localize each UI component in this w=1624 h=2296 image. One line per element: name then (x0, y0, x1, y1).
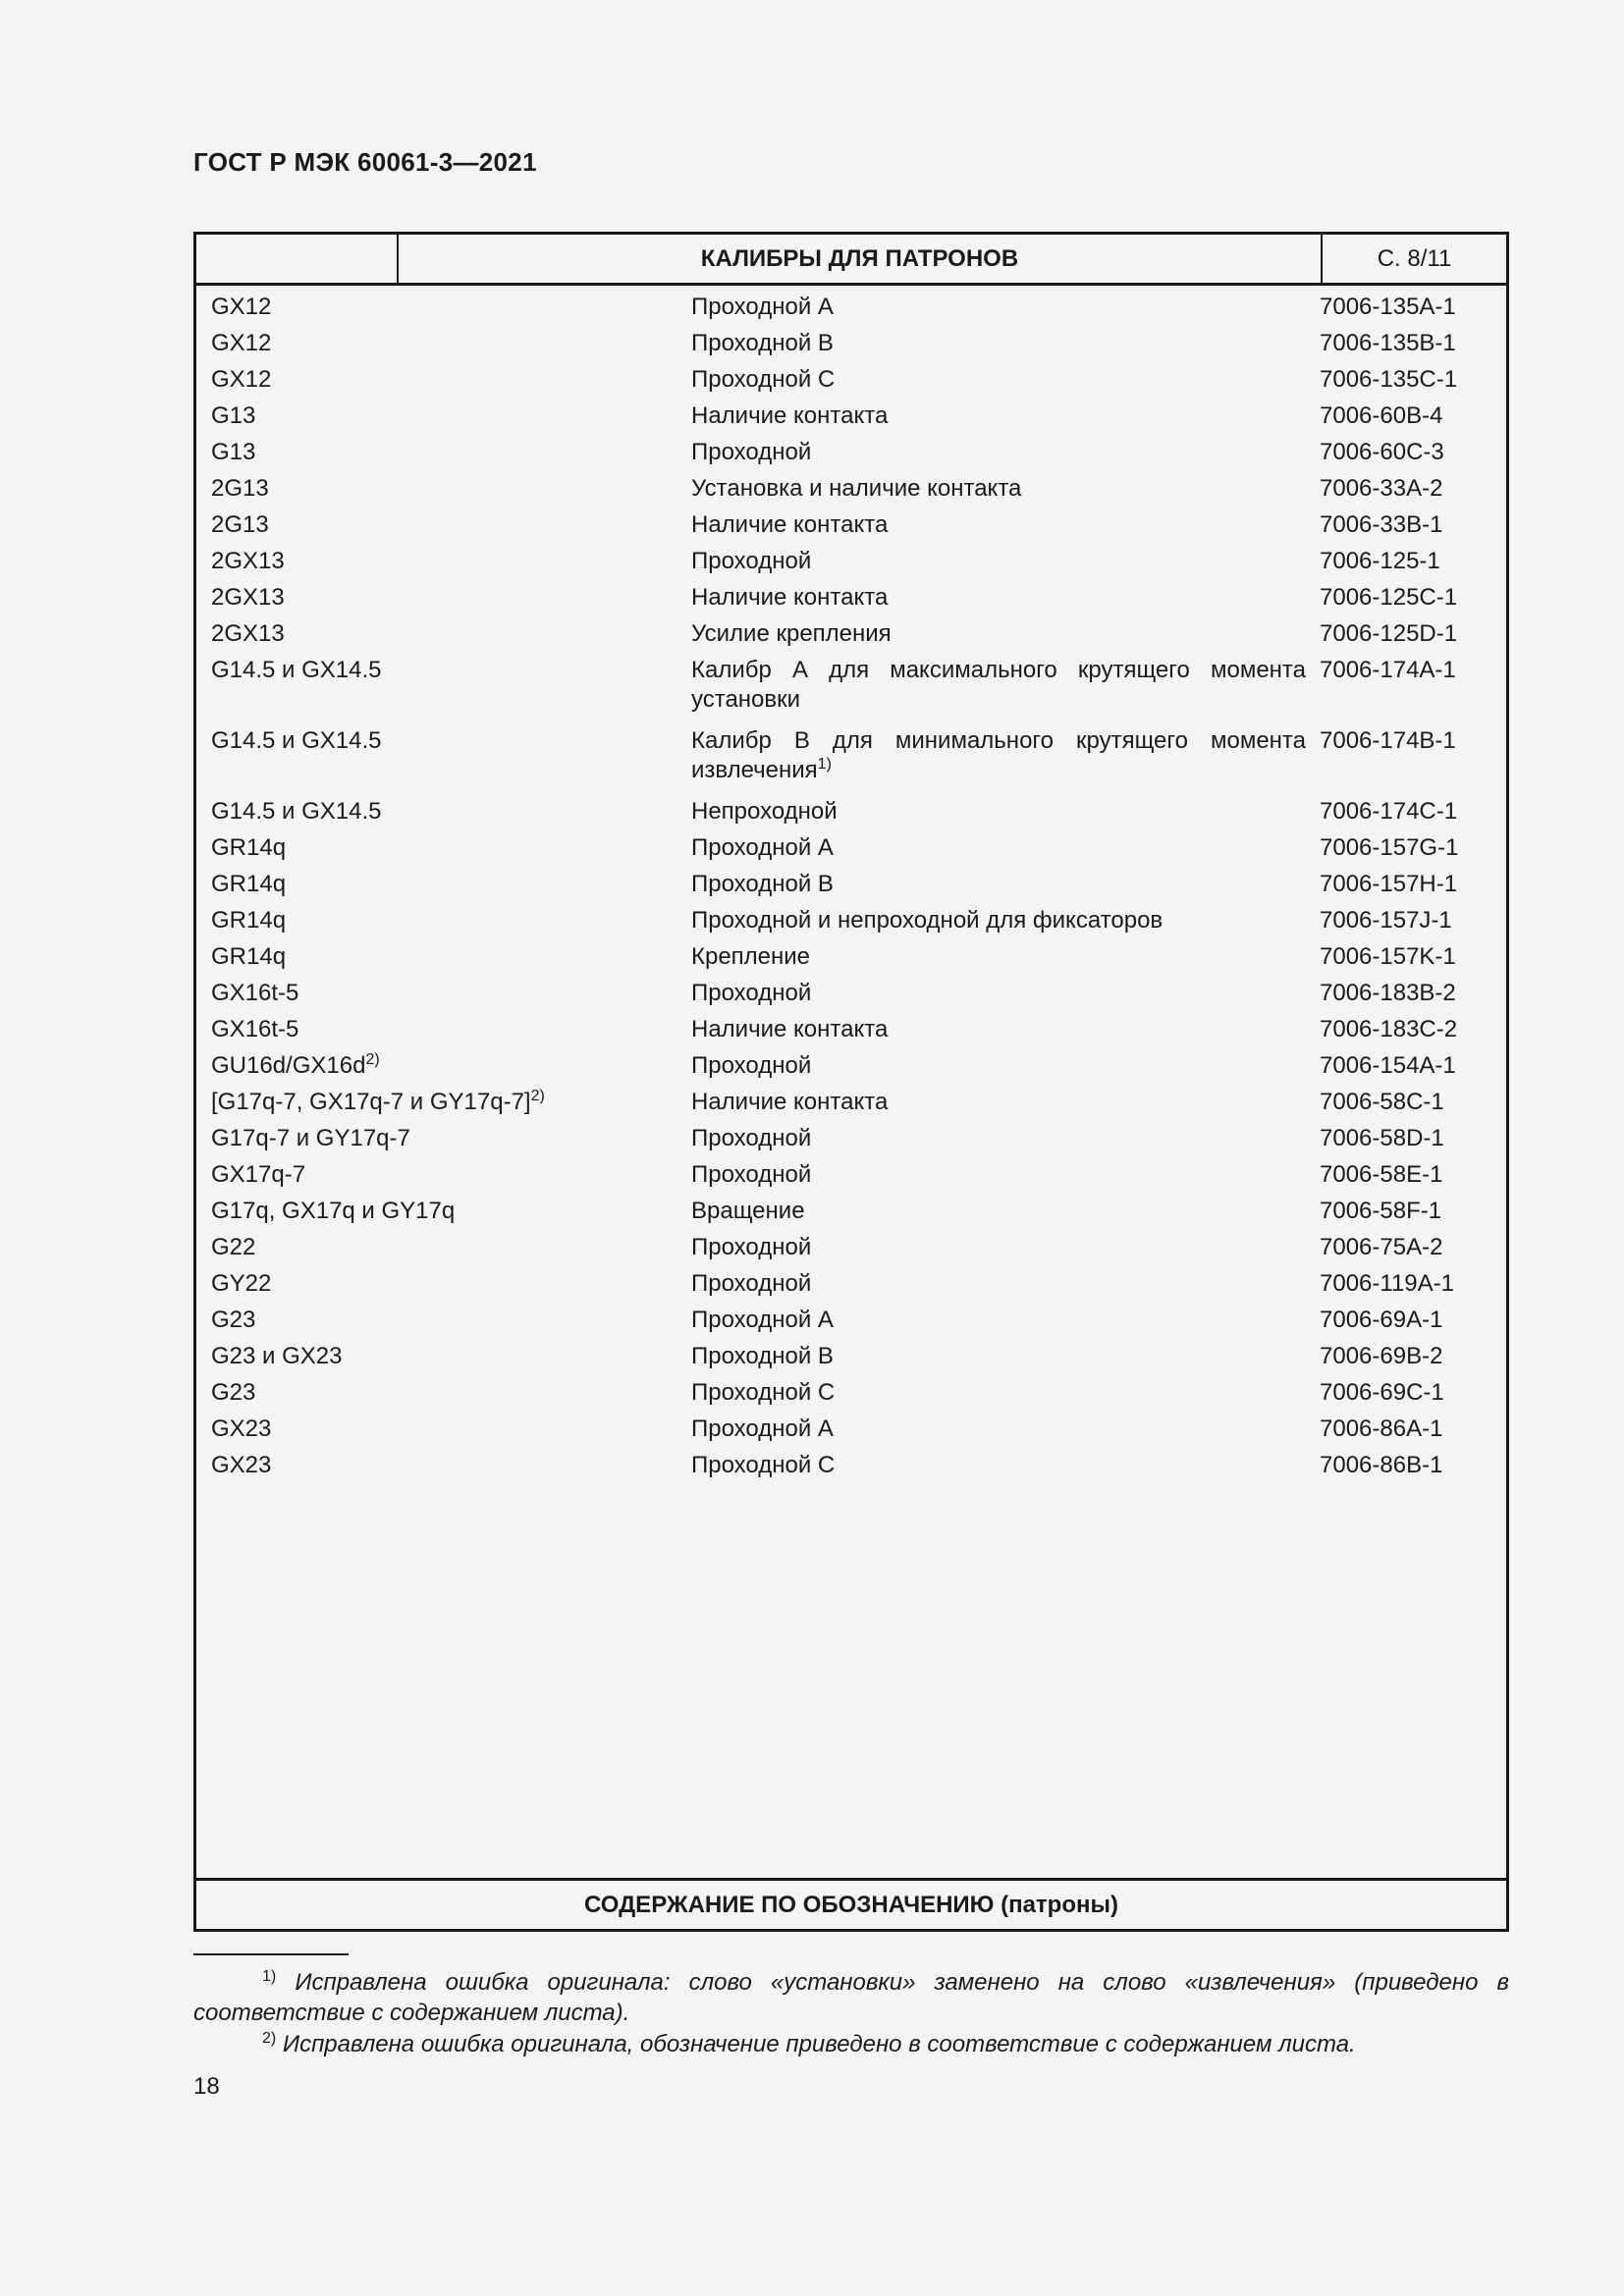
cell-gauge (689, 870, 1306, 899)
table-row (196, 286, 1506, 322)
cell-designation (196, 1269, 689, 1299)
cell-gauge (689, 619, 1306, 649)
table-row (196, 827, 1506, 863)
cell-code: 7006-86B-1 (1320, 1452, 1443, 1478)
table-row (196, 790, 1506, 827)
table-row (196, 540, 1506, 576)
cell-gauge (689, 510, 1306, 540)
gauge-text: Проходной (691, 1052, 812, 1079)
cell-designation (196, 942, 689, 972)
table-row (196, 899, 1506, 935)
cell-gauge (689, 438, 1306, 467)
gauge-text: Проходной В (691, 1343, 834, 1369)
gauge-text: Проходной (691, 980, 812, 1006)
gauge-text: Наличие контакта (691, 1016, 889, 1042)
cell-gauge (689, 1124, 1306, 1153)
gauge-text: Наличие контакта (691, 584, 889, 611)
designation-text: GU16d/GX16d (211, 1052, 366, 1079)
cell-gauge (689, 293, 1306, 322)
cell-designation (196, 1088, 689, 1117)
cell-gauge (689, 797, 1306, 827)
cell-designation (196, 726, 689, 785)
table-row (196, 1335, 1506, 1371)
cell-designation (196, 656, 689, 715)
gauge-text: Установка и наличие контакта (691, 475, 1022, 502)
cell-code: 7006-135C-1 (1320, 366, 1458, 393)
cell-gauge (689, 1015, 1306, 1044)
sheet-header (196, 235, 1506, 286)
designation-text: 2GX13 (211, 620, 285, 647)
footnotes (193, 1967, 1509, 2059)
cell-designation (196, 1124, 689, 1153)
designation-text: GR14q (211, 907, 287, 934)
table-row (196, 1008, 1506, 1044)
designation-text: G14.5 и GX14.5 (211, 727, 382, 754)
table-row (196, 358, 1506, 395)
cell-code: 7006-174A-1 (1320, 657, 1456, 683)
table-row (196, 1190, 1506, 1226)
table-row (196, 1153, 1506, 1190)
cell-code: 7006-125-1 (1320, 548, 1440, 574)
cell-gauge (689, 906, 1306, 935)
table-row (196, 972, 1506, 1008)
table-row (196, 1044, 1506, 1081)
cell-gauge (689, 1342, 1306, 1371)
cell-code: 7006-33B-1 (1320, 511, 1443, 538)
gauge-text: Крепление (691, 943, 811, 970)
footnote-ref: 2) (530, 1088, 545, 1104)
cell-designation (196, 1160, 689, 1190)
cell-gauge (689, 1378, 1306, 1408)
cell-code: 7006-157J-1 (1320, 907, 1452, 934)
table-row (196, 720, 1506, 790)
table-row (196, 1299, 1506, 1335)
designation-text: GX23 (211, 1415, 272, 1442)
cell-code: 7006-69B-2 (1320, 1343, 1443, 1369)
sheet-rows (196, 286, 1506, 1480)
cell-code: 7006-58C-1 (1320, 1089, 1444, 1115)
cell-designation (196, 1342, 689, 1371)
cell-designation (196, 870, 689, 899)
table-row (196, 613, 1506, 649)
cell-designation (196, 1233, 689, 1262)
cell-code: 7006-86A-1 (1320, 1415, 1443, 1442)
footnote-text: Исправлена ошибка оригинала: слово «установки» заменено на слово «извлечения» (приведено в соответствие с содержанием листа). (193, 1969, 1510, 2026)
designation-text: G14.5 и GX14.5 (211, 798, 382, 825)
table-row (196, 1262, 1506, 1299)
cell-gauge (689, 401, 1306, 431)
cell-designation (196, 1306, 689, 1335)
gauge-text: Наличие контакта (691, 402, 889, 429)
designation-text: GX16t-5 (211, 1016, 299, 1042)
gauge-text: Проходной А (691, 1307, 834, 1333)
cell-gauge (689, 979, 1306, 1008)
footnote-mark: 2) (262, 2030, 277, 2047)
cell-designation (196, 474, 689, 504)
designation-text: [G17q-7, GX17q-7 и GY17q-7] (211, 1089, 531, 1115)
gauge-text: Проходной (691, 1161, 812, 1188)
table-row (196, 1444, 1506, 1480)
table-row (196, 1117, 1506, 1153)
designation-text: G23 и GX23 (211, 1343, 343, 1369)
cell-code: 7006-154A-1 (1320, 1052, 1456, 1079)
cell-designation (196, 979, 689, 1008)
cell-designation (196, 1451, 689, 1480)
cell-code: 7006-119A-1 (1320, 1270, 1454, 1297)
cell-gauge (689, 1088, 1306, 1117)
gauge-text: Проходной (691, 439, 812, 465)
gauge-text: Проходной А (691, 294, 834, 320)
table-row (196, 863, 1506, 899)
cell-gauge (689, 583, 1306, 613)
cell-gauge (689, 1051, 1306, 1081)
cell-designation (196, 329, 689, 358)
gauge-text: Проходной С (691, 366, 836, 393)
cell-designation (196, 510, 689, 540)
cell-designation (196, 547, 689, 576)
designation-text: GX17q-7 (211, 1161, 306, 1188)
designation-text: GX12 (211, 294, 272, 320)
gauge-text: Проходной (691, 548, 812, 574)
gauge-sheet (193, 232, 1509, 1932)
table-row (196, 1226, 1506, 1262)
footnote-ref: 1) (817, 756, 832, 773)
table-row (196, 1081, 1506, 1117)
cell-designation (196, 365, 689, 395)
cell-designation (196, 1415, 689, 1444)
designation-text: GX12 (211, 330, 272, 356)
gauge-text: Усилие крепления (691, 620, 892, 647)
cell-gauge (689, 1306, 1306, 1335)
gauge-text: Проходной А (691, 834, 834, 861)
gauge-text: Проходной В (691, 871, 834, 897)
cell-code: 7006-58E-1 (1320, 1161, 1443, 1188)
table-row (196, 467, 1506, 504)
cell-code: 7006-33A-2 (1320, 475, 1443, 502)
gauge-text: Наличие контакта (691, 1089, 889, 1115)
table-row (196, 649, 1506, 720)
footnote (193, 1967, 1509, 2028)
footnote-separator (193, 1953, 349, 1955)
cell-code: 7006-135B-1 (1320, 330, 1456, 356)
designation-text: GR14q (211, 871, 287, 897)
cell-designation (196, 619, 689, 649)
designation-text: 2GX13 (211, 584, 285, 611)
designation-text: G23 (211, 1307, 256, 1333)
footnote-ref: 2) (365, 1051, 380, 1068)
cell-gauge (689, 329, 1306, 358)
cell-designation (196, 1197, 689, 1226)
cell-designation (196, 906, 689, 935)
cell-designation (196, 438, 689, 467)
cell-code: 7006-60B-4 (1320, 402, 1443, 429)
cell-gauge (689, 1415, 1306, 1444)
gauge-text: Вращение (691, 1198, 805, 1224)
gauge-text: Непроходной (691, 798, 838, 825)
designation-text: G13 (211, 439, 256, 465)
cell-designation (196, 1015, 689, 1044)
cell-code: 7006-183B-2 (1320, 980, 1456, 1006)
sheet-header-blank-cell (196, 235, 399, 283)
cell-code: 7006-157H-1 (1320, 871, 1458, 897)
cell-designation (196, 833, 689, 863)
gauge-text: Наличие контакта (691, 511, 889, 538)
cell-code: 7006-174B-1 (1320, 727, 1456, 754)
document-header: ГОСТ Р МЭК 60061-3—2021 (193, 147, 537, 177)
designation-text: G13 (211, 402, 256, 429)
cell-gauge (689, 474, 1306, 504)
gauge-text: Калибр В для минимального крутящего момента извлечения (691, 727, 1306, 783)
designation-text: GX16t-5 (211, 980, 299, 1006)
cell-code: 7006-135A-1 (1320, 294, 1456, 320)
footnote (193, 2029, 1509, 2059)
cell-gauge (689, 726, 1306, 785)
table-row (196, 322, 1506, 358)
cell-code: 7006-75A-2 (1320, 1234, 1443, 1260)
cell-gauge (689, 365, 1306, 395)
gauge-text: Калибр А для максимального крутящего момента установки (691, 657, 1306, 713)
gauge-text: Проходной (691, 1234, 812, 1260)
cell-gauge (689, 1160, 1306, 1190)
cell-designation (196, 293, 689, 322)
designation-text: G22 (211, 1234, 256, 1260)
cell-gauge (689, 1269, 1306, 1299)
cell-code: 7006-183C-2 (1320, 1016, 1458, 1042)
designation-text: GR14q (211, 834, 287, 861)
sheet-footer: СОДЕРЖАНИЕ ПО ОБОЗНАЧЕНИЮ (патроны) (196, 1878, 1506, 1929)
table-row (196, 576, 1506, 613)
cell-designation (196, 1378, 689, 1408)
gauge-text: Проходной (691, 1125, 812, 1151)
sheet-ref: С. 8/11 (1377, 244, 1452, 272)
designation-text: GX12 (211, 366, 272, 393)
gauge-text: Проходной С (691, 1452, 836, 1478)
page-number: 18 (193, 2073, 220, 2100)
cell-code: 7006-69C-1 (1320, 1379, 1444, 1406)
designation-text: 2GX13 (211, 548, 285, 574)
cell-designation (196, 1051, 689, 1081)
cell-gauge (689, 1451, 1306, 1480)
designation-text: G17q-7 и GY17q-7 (211, 1125, 410, 1151)
cell-code: 7006-60C-3 (1320, 439, 1444, 465)
sheet-title: КАЛИБРЫ ДЛЯ ПАТРОНОВ (399, 235, 1323, 283)
cell-code: 7006-69A-1 (1320, 1307, 1443, 1333)
footnote-text: Исправлена ошибка оригинала, обозначение приведено в соответствие с содержанием листа. (282, 2031, 1356, 2057)
cell-gauge (689, 1197, 1306, 1226)
footnote-mark: 1) (262, 1968, 277, 1985)
designation-text: G17q, GX17q и GY17q (211, 1198, 456, 1224)
gauge-text: Проходной (691, 1270, 812, 1297)
cell-gauge (689, 833, 1306, 863)
table-row (196, 935, 1506, 972)
cell-code: 7006-125C-1 (1320, 584, 1458, 611)
cell-gauge (689, 942, 1306, 972)
cell-code: 7006-174C-1 (1320, 798, 1458, 825)
designation-text: 2G13 (211, 511, 269, 538)
gauge-text: Проходной А (691, 1415, 834, 1442)
table-row (196, 504, 1506, 540)
gauge-text: Проходной В (691, 330, 834, 356)
table-row (196, 395, 1506, 431)
cell-gauge (689, 1233, 1306, 1262)
gauge-text: Проходной и непроходной для фиксаторов (691, 907, 1164, 934)
designation-text: GY22 (211, 1270, 272, 1297)
designation-text: GX23 (211, 1452, 272, 1478)
cell-code: 7006-125D-1 (1320, 620, 1458, 647)
designation-text: GR14q (211, 943, 287, 970)
cell-code: 7006-58F-1 (1320, 1198, 1442, 1224)
cell-code: 7006-157K-1 (1320, 943, 1456, 970)
gauge-text: Проходной С (691, 1379, 836, 1406)
cell-designation (196, 797, 689, 827)
designation-text: 2G13 (211, 475, 269, 502)
cell-code: 7006-157G-1 (1320, 834, 1459, 861)
designation-text: G14.5 и GX14.5 (211, 657, 382, 683)
cell-designation (196, 583, 689, 613)
designation-text: G23 (211, 1379, 256, 1406)
cell-gauge (689, 656, 1306, 715)
cell-designation (196, 401, 689, 431)
cell-gauge (689, 547, 1306, 576)
table-row (196, 1371, 1506, 1408)
table-row (196, 431, 1506, 467)
cell-code: 7006-58D-1 (1320, 1125, 1444, 1151)
table-row (196, 1408, 1506, 1444)
